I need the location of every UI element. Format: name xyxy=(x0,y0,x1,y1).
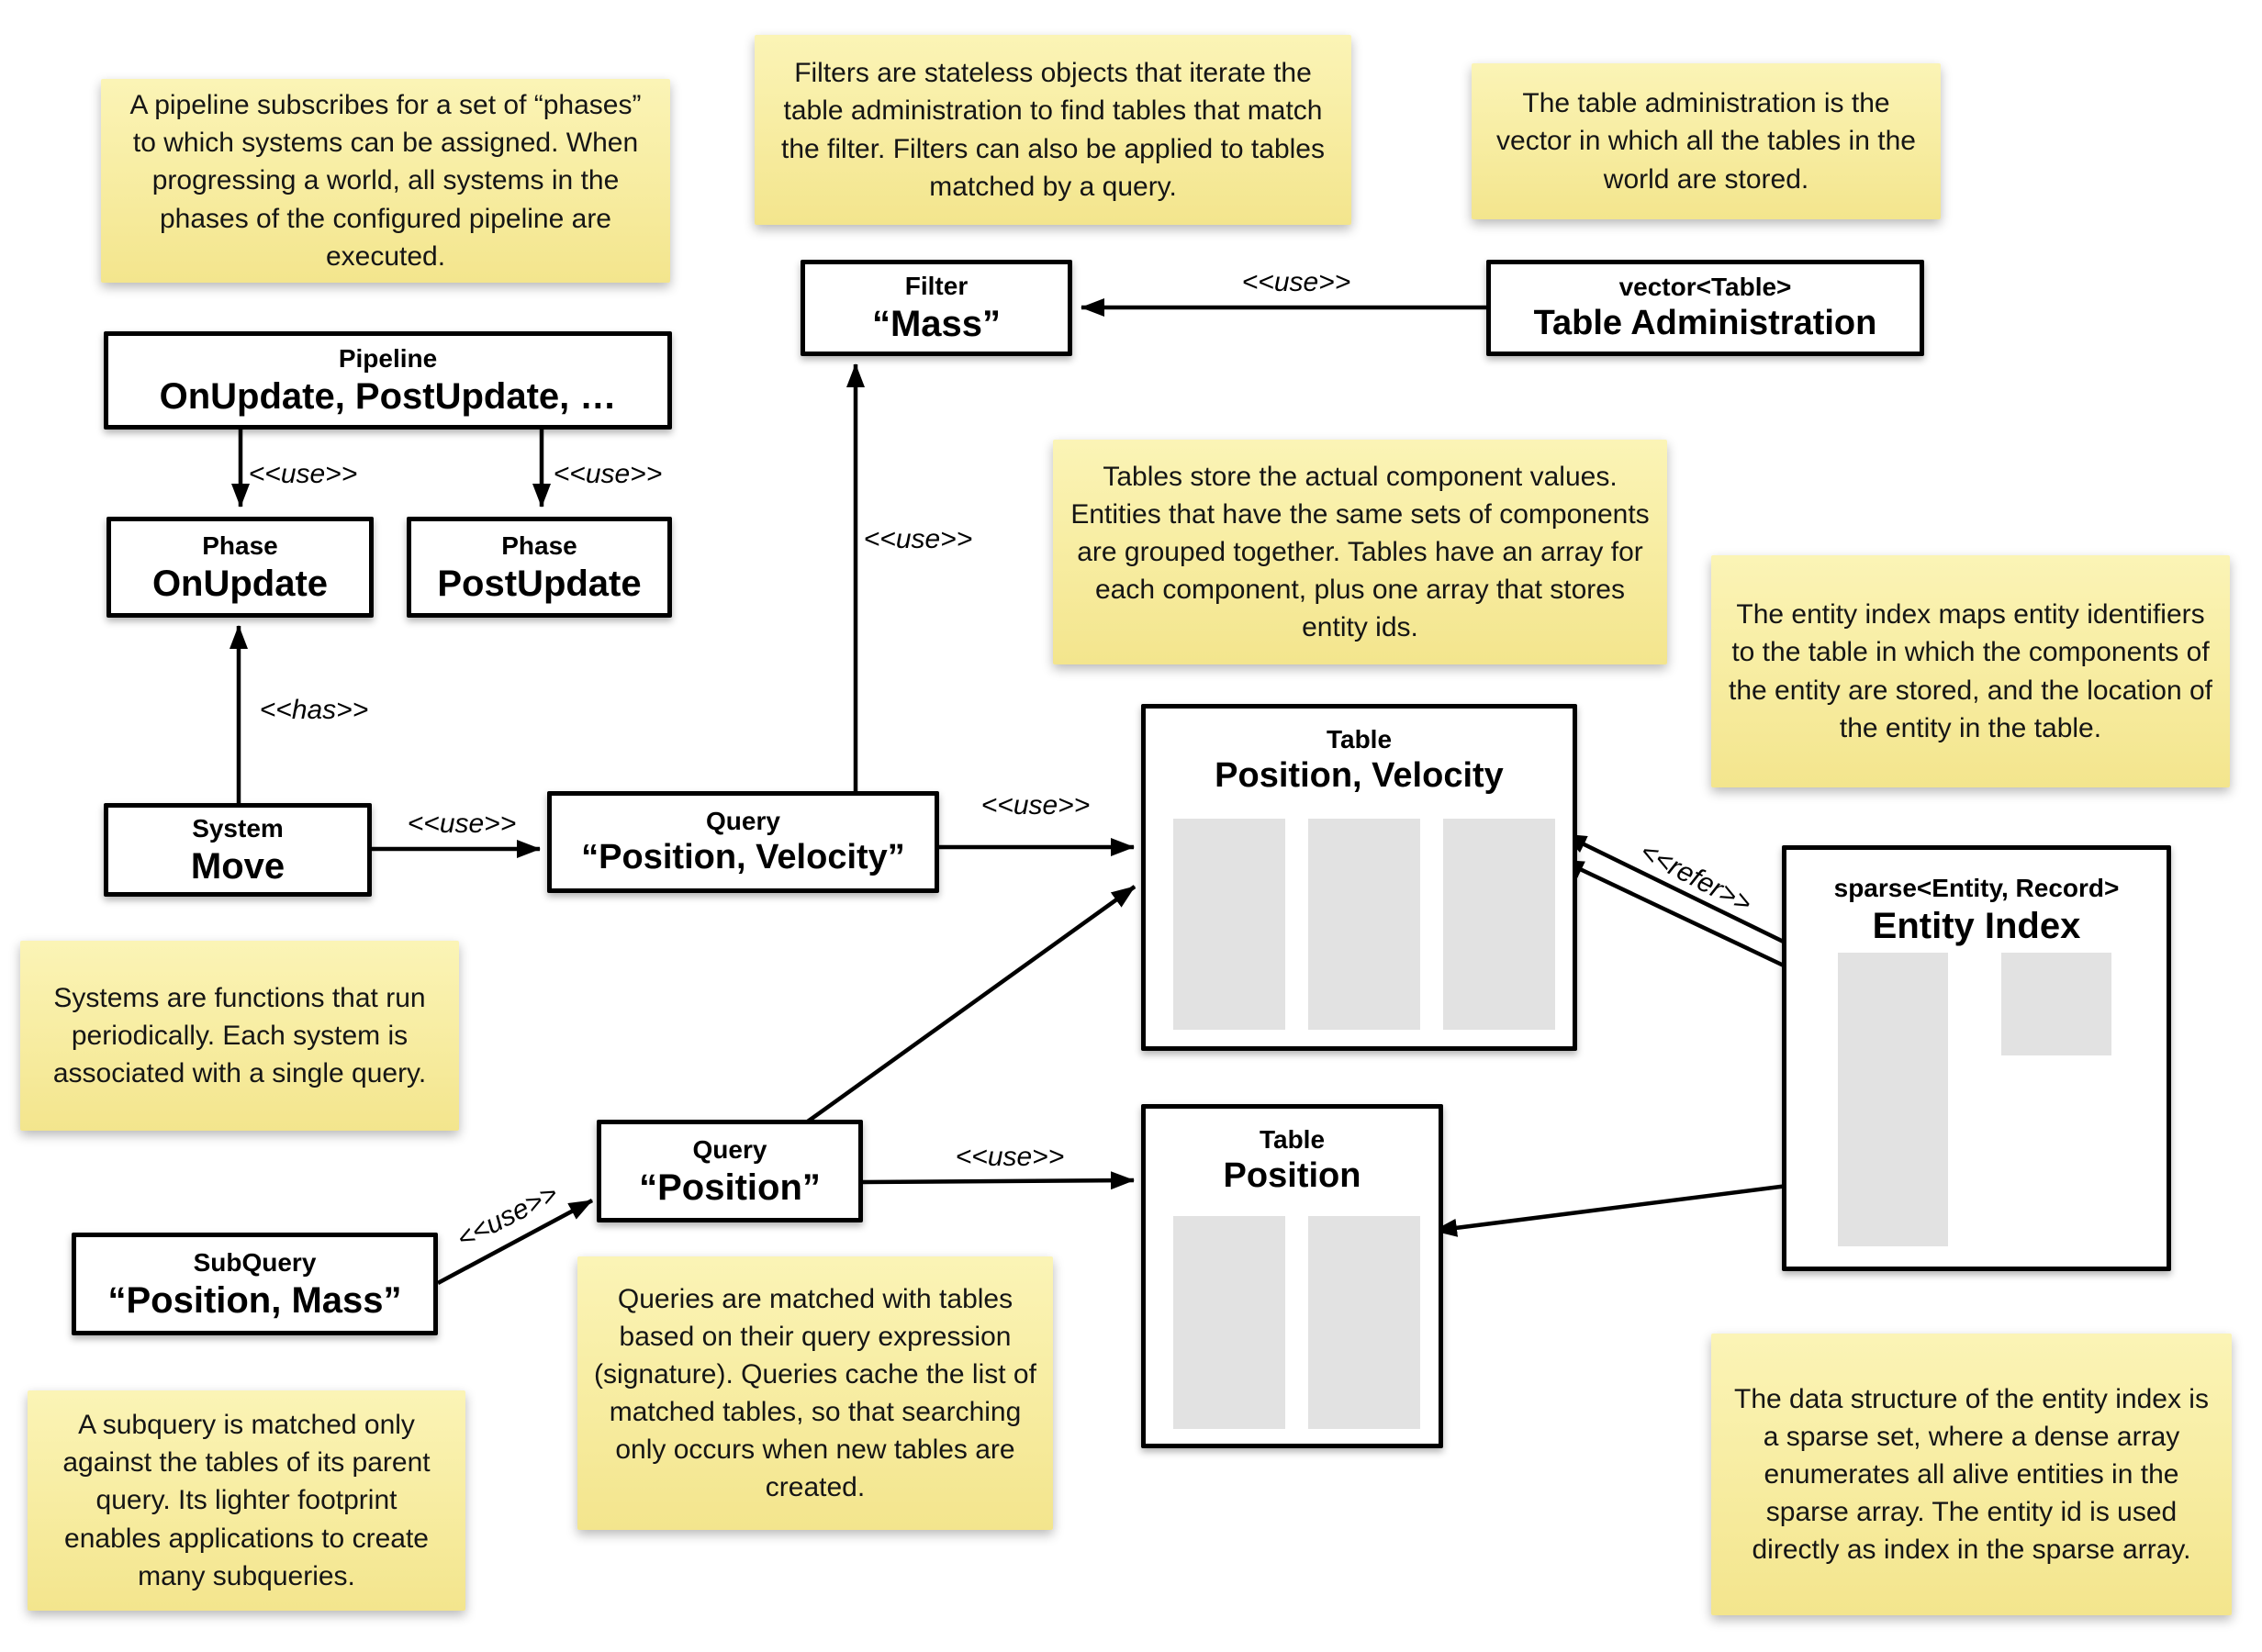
query-pos-name: “Position” xyxy=(639,1166,821,1208)
phase-onupdate-name: OnUpdate xyxy=(151,563,329,604)
pipeline-name: OnUpdate, PostUpdate, … xyxy=(159,376,617,417)
system-name: Move xyxy=(190,845,286,887)
note-pipeline: A pipeline subscribes for a set of “phases” to which systems can be assigned. When progressing a world, all systems in the phases of the configured pipeline are executed. xyxy=(101,79,670,283)
edge-querypos-to-table-pv xyxy=(805,887,1135,1123)
component-array xyxy=(1308,819,1420,1030)
note-entity-index: The entity index maps entity identifiers to the table in which the components of the entity are stored, and the location of the entity in the table. xyxy=(1711,555,2230,787)
edge-label-has: <<has>> xyxy=(259,695,369,725)
note-systems: Systems are functions that run periodically. Each system is associated with a single query. xyxy=(20,941,459,1131)
table-admin-name: Table Administration xyxy=(1533,304,1877,343)
component-array xyxy=(1308,1216,1420,1429)
table-admin-stereotype: vector<Table> xyxy=(1618,273,1792,302)
phase-postupdate-stereotype: Phase xyxy=(501,530,577,560)
sparse-array xyxy=(1838,953,1948,1246)
note-table-administration: The table administration is the vector in which all the tables in the world are stored. xyxy=(1472,63,1941,219)
component-array xyxy=(1173,1216,1285,1429)
phase-postupdate-name: PostUpdate xyxy=(437,563,642,604)
node-phase-onupdate xyxy=(106,517,374,618)
entity-index-name: Entity Index xyxy=(1872,906,2081,946)
note-tables: Tables store the actual component values. Entities that have the same sets of components are grouped together. Tables have an array for each component, plus one array that stores entity ids. xyxy=(1053,440,1667,664)
node-pipeline xyxy=(104,331,672,430)
edge-label-use-subquery: <<use>> xyxy=(452,1178,564,1256)
system-stereotype: System xyxy=(192,813,284,843)
edge-label-refer: <<refer>> xyxy=(1635,836,1757,920)
node-system-move xyxy=(104,803,372,897)
node-table-position-velocity xyxy=(1141,704,1577,1051)
note-filters: Filters are stateless objects that iterate the table administration to find tables that match the filter. Filters can also be applied to tables matched by a query. xyxy=(755,35,1351,225)
node-table-administration xyxy=(1486,260,1924,356)
filter-stereotype: Filter xyxy=(904,272,969,300)
node-query-position xyxy=(597,1120,863,1222)
component-array xyxy=(1173,819,1285,1030)
entity-index-stereotype: sparse<Entity, Record> xyxy=(1833,874,2120,902)
edge-label-use-querypos-tablepos: <<use>> xyxy=(955,1142,1065,1172)
table-pos-stereotype: Table xyxy=(1259,1125,1326,1154)
node-entity-index xyxy=(1782,845,2171,1271)
node-subquery xyxy=(72,1233,438,1335)
node-query-position-velocity xyxy=(547,791,939,893)
table-pos-name: Position xyxy=(1223,1156,1361,1195)
edge-label-use-pipeline-onupdate: <<use>> xyxy=(248,459,358,489)
query-pos-stereotype: Query xyxy=(692,1134,767,1164)
query-pv-stereotype: Query xyxy=(706,807,780,836)
edge-index-to-table-pos xyxy=(1434,1179,1838,1231)
filter-name: “Mass” xyxy=(871,304,1002,344)
node-table-position xyxy=(1141,1104,1443,1448)
note-subquery: A subquery is matched only against the tables of its parent query. Its lighter footprint enables applications to create many subqueries. xyxy=(28,1390,465,1611)
note-queries: Queries are matched with tables based on their query expression (signature). Queries cache the list of matched tables, so that searching only occurs when new tables are created. xyxy=(577,1256,1053,1530)
edge-label-use-pipeline-postupdate: <<use>> xyxy=(553,459,663,489)
table-pv-stereotype: Table xyxy=(1326,725,1393,753)
table-pv-name: Position, Velocity xyxy=(1215,756,1504,795)
edge-label-use-query-filter: <<use>> xyxy=(863,524,973,554)
edge-querypos-to-table-pos xyxy=(863,1180,1134,1182)
node-filter-mass xyxy=(801,260,1072,356)
node-phase-postupdate xyxy=(407,517,672,618)
note-sparse-set: The data structure of the entity index is a sparse set, where a dense array enumerates all alive entities in the sparse array. The entity id is used directly as index in the sparse array. xyxy=(1711,1334,2232,1615)
edge-label-use-query-table-pv: <<use>> xyxy=(980,790,1091,820)
pipeline-stereotype: Pipeline xyxy=(338,344,438,373)
edge-label-use-admin-filter: <<use>> xyxy=(1241,267,1351,297)
component-array xyxy=(1443,819,1555,1030)
subquery-name: “Position, Mass” xyxy=(107,1279,402,1321)
dense-array xyxy=(2001,953,2111,1055)
subquery-stereotype: SubQuery xyxy=(193,1247,317,1277)
phase-onupdate-stereotype: Phase xyxy=(202,530,278,560)
query-pv-name: “Position, Velocity” xyxy=(581,838,905,877)
edge-label-use-system-query: <<use>> xyxy=(407,809,517,839)
